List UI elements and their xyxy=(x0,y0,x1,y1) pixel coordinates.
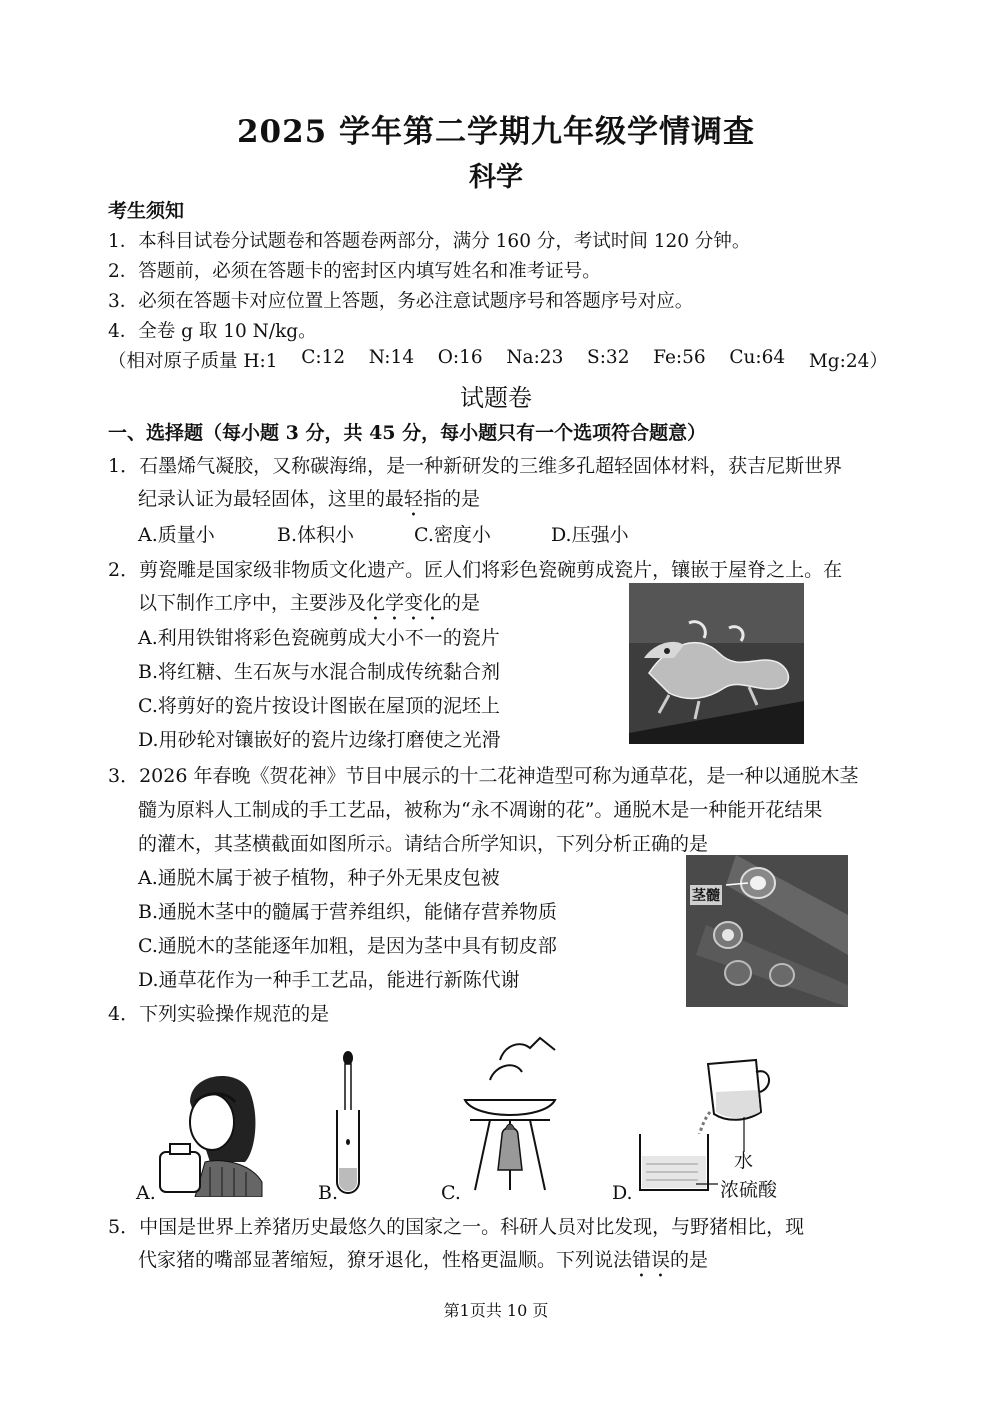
atomic-mass: （相对原子质量 H:1 xyxy=(108,351,278,372)
q5-emphasis: 错误 xyxy=(632,1249,671,1271)
atomic-mass: C:12 xyxy=(301,347,346,368)
q1-text: 纪录认证为最轻固体，这里的最 xyxy=(138,488,405,510)
q4-label-c: C. xyxy=(441,1182,461,1204)
q1-option-b: B.体积小 xyxy=(277,524,355,546)
atomic-mass: Na:23 xyxy=(506,347,564,368)
atomic-mass: Fe:56 xyxy=(653,347,706,368)
atomic-mass: O:16 xyxy=(437,347,483,368)
dragon-sculpture-icon xyxy=(629,583,804,744)
q2-option-b: B.将红糖、生石灰与水混合制成传统黏合剂 xyxy=(138,661,501,683)
notice-item-3: 3．必须在答题卡对应位置上答题，务必注意试题序号和答题序号对应。 xyxy=(108,291,694,312)
q4-label-b: B. xyxy=(318,1182,339,1204)
subject-title: 科学 xyxy=(469,162,523,193)
notice-item-1: 1．本科目试卷分试题卷和答题卷两部分，满分 160 分，考试时间 120 分钟。 xyxy=(108,231,751,252)
water-label: 水 xyxy=(734,1150,754,1172)
q3-option-b: B.通脱木茎中的髓属于营养组织，能储存营养物质 xyxy=(138,901,558,923)
atomic-mass: Mg:24） xyxy=(808,351,888,372)
q3-stem-line2: 髓为原料人工制成的手工艺品，被称为“永不凋谢的花”。通脱木是一种能开花结果 xyxy=(138,799,823,821)
atomic-mass: N:14 xyxy=(368,347,415,368)
notice-item-2: 2．答题前，必须在答题卡的密封区内填写姓名和准考证号。 xyxy=(108,261,601,282)
q3-option-d: D.通草花作为一种手工艺品，能进行新陈代谢 xyxy=(138,969,520,991)
q1-option-d: D.压强小 xyxy=(551,524,629,546)
evaporating-dish-icon xyxy=(460,1030,560,1195)
atomic-mass: S:32 xyxy=(587,347,630,368)
q2-text: 的是 xyxy=(442,592,481,614)
pith-label: 茎髓 xyxy=(690,885,722,905)
q2-stem-line2 xyxy=(138,588,480,625)
plant-stem-icon xyxy=(686,855,848,1007)
q5-stem-line1: 5．中国是世界上养猪历史最悠久的国家之一。科研人员对比发现，与野猪相比，现 xyxy=(108,1216,805,1238)
q5-text: 的是 xyxy=(670,1249,709,1271)
q3-option-a: A.通脱木属于被子植物，种子外无果皮包被 xyxy=(138,867,500,889)
q2-option-c: C.将剪好的瓷片按设计图嵌在屋顶的泥坯上 xyxy=(138,695,500,717)
notice-item-4: 4．全卷 g 取 10 N/kg。 xyxy=(108,321,317,342)
q3-stem-line1: 3．2026 年春晚《贺花神》节目中展示的十二花神造型可称为通草花，是一种以通脱木茎 xyxy=(108,765,859,787)
notice-heading: 考生须知 xyxy=(108,200,185,222)
q1-option-a: A.质量小 xyxy=(138,524,215,546)
q3-stem-line3: 的灌木，其茎横截面如图所示。请结合所学知识，下列分析正确的是 xyxy=(138,833,709,855)
dragon-porcelain-image xyxy=(629,583,804,744)
exam-title: 2025 学年第二学期九年级学情调查 xyxy=(236,114,756,150)
section-1-heading: 一、选择题（每小题 3 分，共 45 分，每小题只有一个选项符合题意） xyxy=(108,422,707,444)
q2-option-a: A.利用铁钳将彩色瓷碗剪成大小不一的瓷片 xyxy=(138,627,500,649)
atomic-mass: Cu:64 xyxy=(729,347,786,368)
q4-label-a: A. xyxy=(136,1182,156,1204)
q5-stem-line2 xyxy=(138,1245,708,1282)
q1-option-c: C.密度小 xyxy=(414,524,491,546)
stem-cross-section-image xyxy=(686,855,848,1007)
q2-text: 以下制作工序中，主要涉及 xyxy=(138,592,367,614)
smell-gas-icon xyxy=(150,1062,265,1197)
q4-label-d: D. xyxy=(612,1182,633,1204)
q2-option-d: D.用砂轮对镶嵌好的瓷片边缘打磨使之光滑 xyxy=(138,729,501,751)
paper-title: 试题卷 xyxy=(460,384,532,412)
q1-stem-line1: 1．石墨烯气凝胶，又称碳海绵，是一种新研发的三维多孔超轻固体材料，获吉尼斯世界 xyxy=(108,455,843,477)
q1-emphasis: 轻 xyxy=(404,488,424,510)
q1-text: 指的是 xyxy=(423,488,481,510)
q5-text: 代家猪的嘴部显著缩短，獠牙退化，性格更温顺。下列说法 xyxy=(138,1249,633,1271)
sulfuric-acid-label: 浓硫酸 xyxy=(720,1179,778,1201)
q1-stem-line2 xyxy=(138,484,480,521)
dropper-tube-icon xyxy=(333,1050,365,1195)
atomic-masses xyxy=(108,347,888,373)
q4-stem: 4．下列实验操作规范的是 xyxy=(108,1003,330,1025)
q3-option-c: C.通脱木的茎能逐年加粗，是因为茎中具有韧皮部 xyxy=(138,935,557,957)
page-number: 第1页共 10 页 xyxy=(443,1301,549,1320)
q2-emphasis: 化学变化 xyxy=(366,592,443,614)
q2-stem-line1: 2．剪瓷雕是国家级非物质文化遗产。匠人们将彩色瓷碗剪成瓷片，镶嵌于屋脊之上。在 xyxy=(108,559,843,581)
